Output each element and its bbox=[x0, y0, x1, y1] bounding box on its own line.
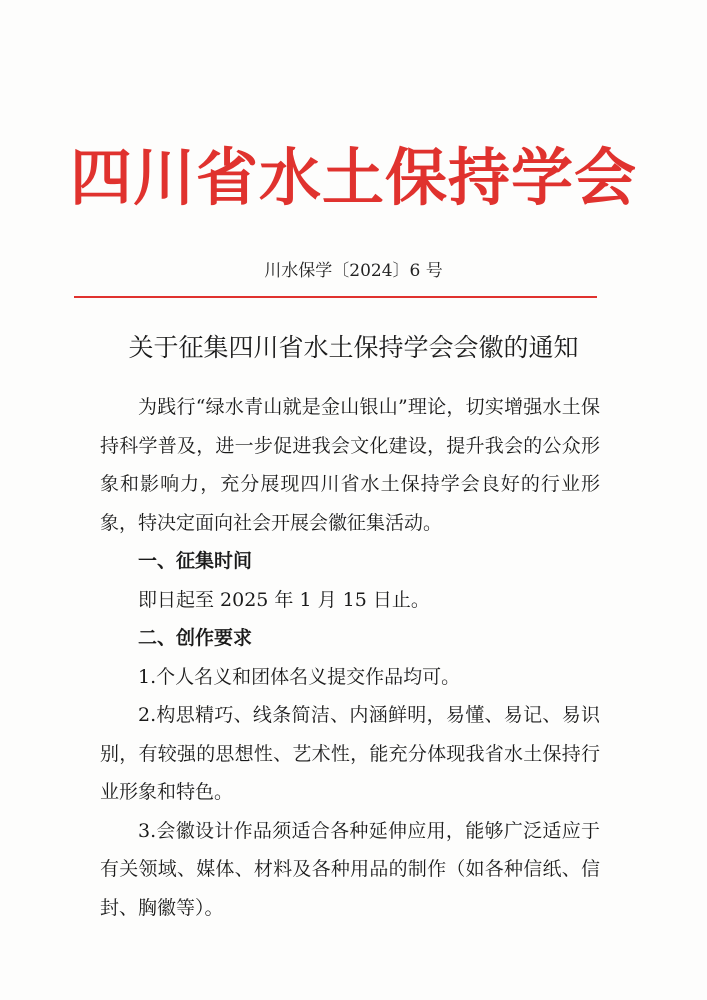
notice-body bbox=[100, 388, 600, 927]
red-divider-line bbox=[74, 296, 597, 298]
document-number: 川水保学〔2024〕6 号 bbox=[264, 261, 443, 281]
paragraph-intro: 为践行“绿水青山就是金山银山”理论，切实增强水土保持科学普及，进一步促进我会文化建设，提升我会的公众形象和影响力，充分展现四川省水土保持学会良好的行业形象，特决定面向社会开展会徽征集活动。 bbox=[100, 396, 600, 534]
paragraph-requirement-1: 1.个人名义和团体名义提交作品均可。 bbox=[138, 665, 461, 688]
paragraph-requirement-2: 2.构思精巧、线条简洁、内涵鲜明，易懂、易记、易识别，有较强的思想性、艺术性，能充分体现我省水土保持行业形象和特色。 bbox=[100, 704, 600, 803]
section-heading-requirements: 二、创作要求 bbox=[138, 627, 253, 649]
section-heading-time: 一、征集时间 bbox=[138, 550, 253, 572]
paragraph-requirement-3: 3.会徽设计作品须适合各种延伸应用，能够广泛适应于有关领域、媒体、材料及各种用品的制作（如各种信纸、信封、胸徽等）。 bbox=[100, 819, 600, 919]
organization-header: 四川省水土保持学会 bbox=[69, 141, 637, 214]
paragraph-time: 即日起至 2025 年 1 月 15 日止。 bbox=[138, 588, 430, 611]
notice-title: 关于征集四川省水土保持学会会徽的通知 bbox=[128, 333, 579, 362]
